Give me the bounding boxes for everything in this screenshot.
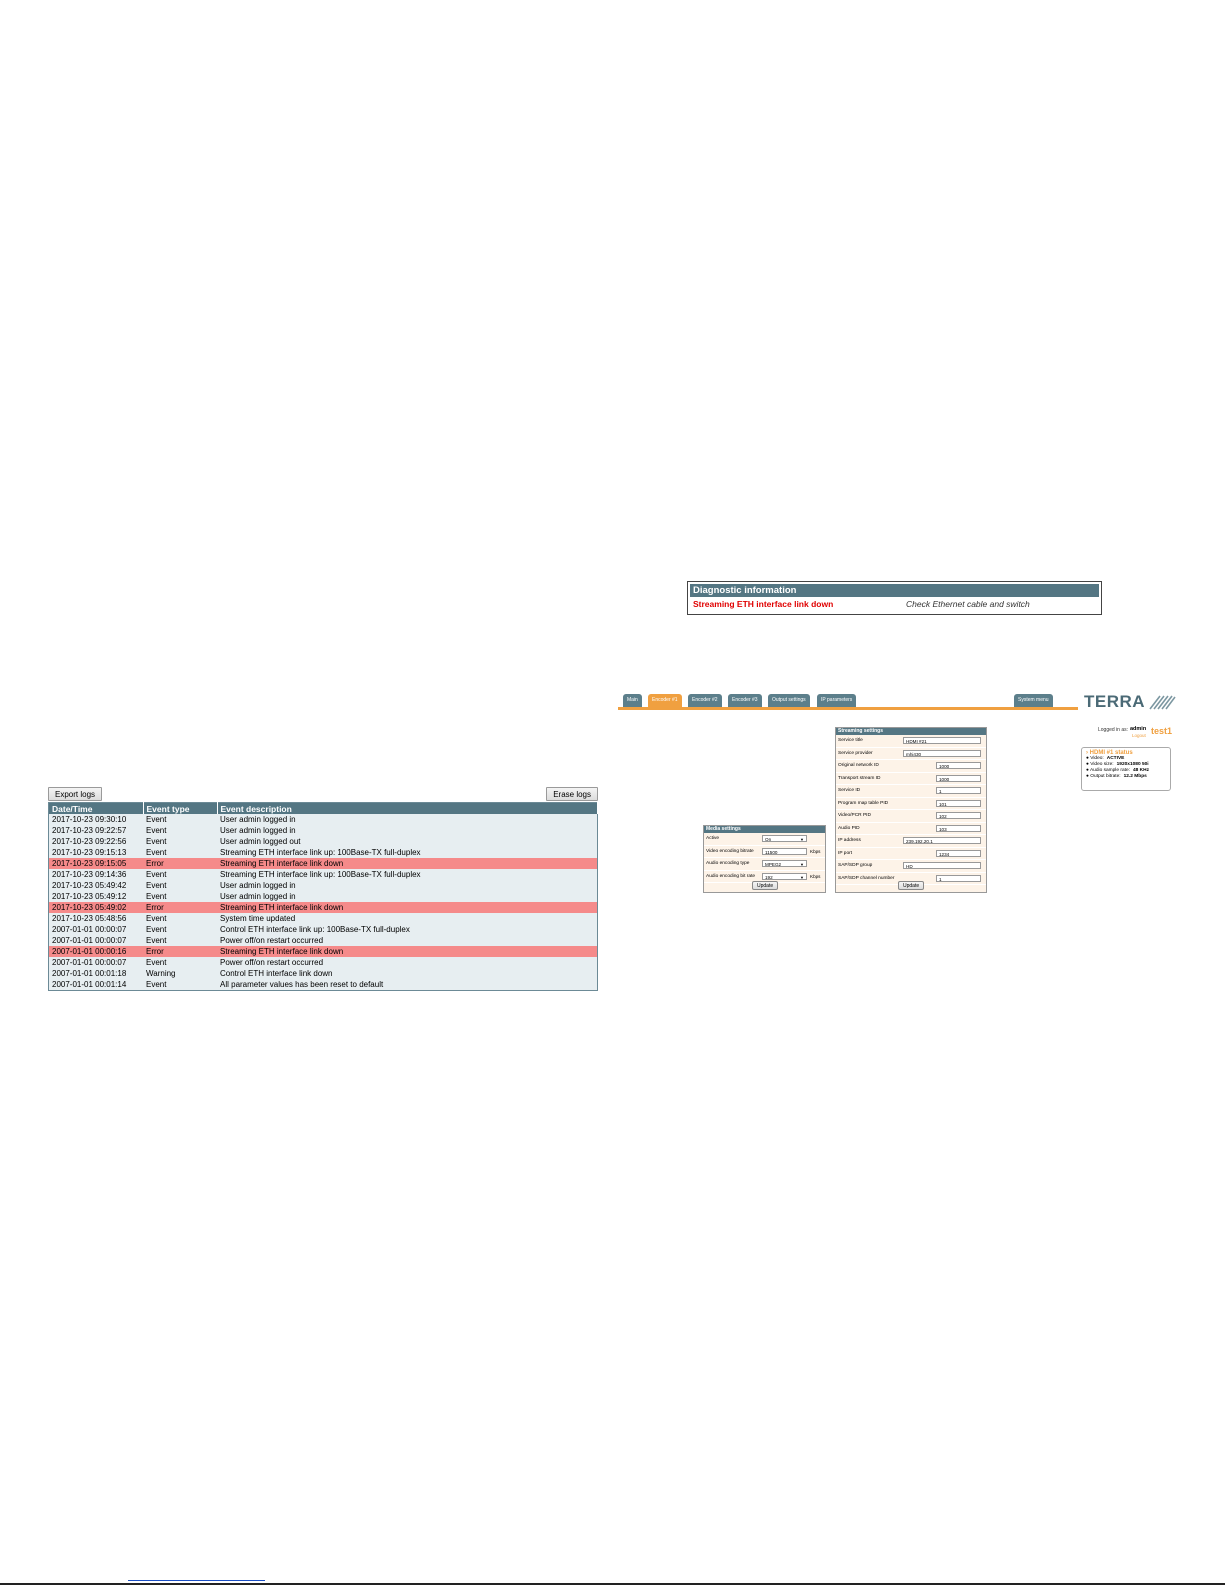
settings-input[interactable] (936, 775, 981, 782)
logout-link[interactable]: Logout (1132, 733, 1146, 738)
event-log-table (48, 802, 598, 991)
settings-row (836, 823, 986, 836)
dropdown-arrow-icon: ▼ (800, 874, 804, 880)
settings-select[interactable] (762, 835, 807, 842)
settings-value: HDMI #21 (906, 739, 927, 744)
log-type-cell: Event (143, 869, 217, 880)
log-datetime-cell: 2007-01-01 00:00:16 (49, 946, 144, 957)
log-type-cell: Error (143, 858, 217, 869)
log-description-cell: Streaming ETH interface link down (217, 858, 598, 869)
settings-value: 1000 (939, 764, 950, 769)
settings-value: 102 (939, 814, 947, 819)
log-datetime-cell: 2007-01-01 00:00:07 (49, 957, 144, 968)
table-row (49, 891, 598, 902)
diagnostic-hint-text: Check Ethernet cable and switch (906, 599, 1030, 609)
log-datetime-cell: 2007-01-01 00:00:07 (49, 924, 144, 935)
streaming-settings-rows (836, 735, 986, 885)
log-description-cell: Power off/on restart occurred (217, 935, 598, 946)
device-name: test1 (1151, 726, 1173, 736)
bullet-icon: ● (1086, 774, 1091, 779)
log-description-cell: All parameter values has been reset to default (217, 979, 598, 991)
log-description-cell: System time updated (217, 913, 598, 924)
hdmi-status-title-text: HDMI #1 status (1089, 750, 1133, 756)
log-datetime-cell: 2017-10-23 09:15:13 (49, 847, 144, 858)
tab-main[interactable]: Main (623, 694, 642, 707)
settings-label: Service ID (838, 788, 861, 793)
hdmi-status-value: 12.2 Mbps (1123, 774, 1147, 779)
settings-value: 1 (939, 876, 942, 882)
column-header-event-type[interactable]: Event type (143, 803, 217, 815)
log-type-cell: Event (143, 880, 217, 891)
table-row (49, 836, 598, 847)
hdmi-status-lines (1086, 756, 1166, 780)
tab-ip-parameters[interactable]: IP parameters (817, 694, 856, 707)
settings-value: HD (906, 864, 913, 869)
export-logs-button[interactable]: Export logs (48, 787, 102, 801)
settings-label: Transport stream ID (838, 775, 881, 781)
settings-row (836, 835, 986, 848)
column-header-event-description[interactable]: Event description (217, 803, 598, 815)
log-type-cell: Event (143, 935, 217, 946)
diagnostic-error-text: Streaming ETH interface link down (693, 599, 834, 609)
settings-value: 192 (765, 874, 773, 880)
encoder-web-ui (618, 690, 1178, 900)
tab-underline (618, 707, 1078, 710)
bullet-icon: ● (1086, 762, 1091, 767)
tab-encoder-3[interactable]: Encoder #3 (728, 694, 762, 707)
settings-label: Audio encoding type (706, 861, 750, 866)
settings-row (704, 858, 825, 871)
log-datetime-cell: 2017-10-23 05:49:42 (49, 880, 144, 891)
log-datetime-cell: 2017-10-23 05:48:56 (49, 913, 144, 924)
settings-input[interactable] (936, 825, 981, 832)
settings-label: SAP/SDP channel number (838, 875, 895, 881)
settings-value: 239.192.20.1 (906, 839, 933, 844)
settings-unit: Kbps (810, 848, 821, 854)
log-datetime-cell: 2017-10-23 05:49:02 (49, 902, 144, 913)
table-row (49, 979, 598, 991)
logged-in-label: Logged in as: (1098, 727, 1129, 733)
log-type-cell: Event (143, 836, 217, 847)
settings-row (704, 846, 825, 859)
settings-row (836, 760, 986, 773)
dropdown-arrow-icon: ▼ (800, 837, 804, 842)
settings-label: Video encoding bitrate (706, 848, 754, 854)
settings-row (836, 798, 986, 811)
streaming-update-button[interactable]: Update (898, 881, 924, 890)
table-row (49, 902, 598, 913)
dropdown-arrow-icon: ▼ (800, 862, 804, 867)
log-type-cell: Warning (143, 968, 217, 979)
settings-label: Service provider (838, 750, 873, 756)
table-header-row (49, 803, 598, 815)
erase-logs-button[interactable]: Erase logs (546, 787, 598, 801)
settings-value: 1 (939, 789, 942, 794)
log-description-cell: Power off/on restart occurred (217, 957, 598, 968)
log-description-cell: Control ETH interface link up: 100Base-TX full-duplex (217, 924, 598, 935)
log-type-cell: Event (143, 814, 217, 825)
column-header-datetime[interactable]: Date/Time (49, 803, 144, 815)
streaming-settings-title: Streaming settings (836, 728, 986, 735)
settings-select[interactable] (762, 860, 807, 867)
log-description-cell: Streaming ETH interface link down (217, 946, 598, 957)
table-row (49, 935, 598, 946)
log-type-cell: Event (143, 979, 217, 991)
settings-input[interactable] (936, 850, 981, 857)
log-datetime-cell: 2007-01-01 00:01:14 (49, 979, 144, 991)
settings-row (704, 833, 825, 846)
hdmi-status-value: ACTIVE (1106, 756, 1125, 761)
settings-value: 1000 (939, 776, 950, 782)
media-update-button[interactable]: Update (752, 881, 778, 890)
settings-input[interactable] (903, 750, 981, 757)
hdmi-status-line (1086, 774, 1166, 780)
hdmi-status-title: › HDMI #1 status (1086, 750, 1133, 756)
settings-label: IP address (838, 838, 861, 843)
table-row (49, 880, 598, 891)
bullet-icon: ● (1086, 756, 1091, 761)
diagnostic-title: Diagnostic information (690, 584, 1099, 597)
table-row (49, 858, 598, 869)
media-settings-rows (704, 833, 825, 883)
media-settings-title: Media settings (704, 826, 825, 833)
log-type-cell: Event (143, 957, 217, 968)
media-settings-panel (703, 825, 826, 893)
log-description-cell: Streaming ETH interface link up: 100Base-TX full-duplex (217, 869, 598, 880)
log-type-cell: Event (143, 825, 217, 836)
table-row (49, 913, 598, 924)
log-description-cell: User admin logged in (217, 825, 598, 836)
log-description-cell: User admin logged out (217, 836, 598, 847)
log-description-cell: Control ETH interface link down (217, 968, 598, 979)
log-datetime-cell: 2007-01-01 00:00:07 (49, 935, 144, 946)
table-row (49, 968, 598, 979)
settings-input[interactable] (903, 862, 981, 869)
streaming-settings-panel (835, 727, 987, 893)
settings-input[interactable] (936, 812, 981, 819)
settings-value: MPEG2 (765, 862, 782, 867)
footnote-link-underline[interactable] (128, 1580, 265, 1581)
settings-value: 103 (939, 826, 947, 832)
log-datetime-cell: 2017-10-23 09:22:57 (49, 825, 144, 836)
table-row (49, 869, 598, 880)
table-row (49, 825, 598, 836)
settings-value: 1234 (939, 851, 950, 857)
settings-input[interactable] (936, 875, 981, 882)
settings-label: Program map table PID (838, 800, 889, 806)
settings-value: 11500 (765, 849, 778, 855)
diagnostic-row (690, 597, 1099, 611)
log-datetime-cell: 2017-10-23 09:22:56 (49, 836, 144, 847)
log-type-cell: Event (143, 891, 217, 902)
settings-input[interactable] (936, 787, 981, 794)
settings-row (836, 773, 986, 786)
settings-row (836, 860, 986, 873)
settings-row (836, 748, 986, 761)
hdmi-status-label: Video size: (1090, 762, 1114, 767)
settings-select[interactable] (762, 873, 807, 880)
log-datetime-cell: 2017-10-23 09:15:05 (49, 858, 144, 869)
settings-label: Audio PID (838, 825, 860, 831)
settings-input[interactable] (903, 837, 981, 844)
log-type-cell: Event (143, 847, 217, 858)
settings-label: SAP/SDP group (838, 863, 873, 868)
settings-input[interactable] (936, 800, 981, 807)
settings-row (836, 735, 986, 748)
hdmi-status-value: 48 KHz (1132, 768, 1149, 773)
settings-label: Active (706, 836, 720, 841)
settings-input[interactable] (936, 762, 981, 769)
system-menu-button[interactable]: System menu (1014, 694, 1053, 707)
settings-label: Service title (838, 738, 863, 743)
table-row (49, 924, 598, 935)
main-tab-bar (618, 690, 1078, 710)
settings-value: mhi430 (906, 751, 922, 757)
log-type-cell: Event (143, 913, 217, 924)
settings-row (836, 785, 986, 798)
hdmi-status-value: 1920x1080 50i (1116, 762, 1149, 767)
log-description-cell: Streaming ETH interface link up: 100Base-TX full-duplex (217, 847, 598, 858)
logged-in-user: admin (1130, 726, 1147, 732)
settings-input[interactable] (762, 848, 807, 855)
log-description-cell: User admin logged in (217, 891, 598, 902)
hdmi-status-box (1081, 747, 1171, 791)
table-row (49, 814, 598, 825)
hdmi-status-label: Audio sample rate: (1089, 768, 1130, 773)
settings-label: Original network ID (838, 763, 879, 768)
settings-label: Video/PCR PID (838, 813, 871, 818)
settings-input[interactable] (903, 737, 981, 744)
table-row (49, 946, 598, 957)
log-type-cell: Error (143, 902, 217, 913)
log-datetime-cell: 2007-01-01 00:01:18 (49, 968, 144, 979)
terra-logo: TERRA (1084, 692, 1146, 711)
tab-output-settings[interactable]: Output settings (768, 694, 810, 707)
terra-logo-stripes-icon (1144, 694, 1176, 710)
event-log-body (49, 814, 598, 991)
settings-value: On (765, 837, 772, 842)
settings-row (836, 848, 986, 861)
settings-row (836, 810, 986, 823)
tab-encoder-2[interactable]: Encoder #2 (688, 694, 722, 707)
settings-label: Audio encoding bit rate (706, 873, 756, 879)
tab-encoder-1[interactable]: Encoder #1 (648, 694, 682, 707)
log-datetime-cell: 2017-10-23 05:49:12 (49, 891, 144, 902)
log-type-cell: Error (143, 946, 217, 957)
settings-label: IP port (838, 850, 853, 856)
hdmi-status-label: Video: (1090, 756, 1104, 761)
settings-unit: Kbps (810, 873, 821, 879)
table-row (49, 847, 598, 858)
settings-value: 101 (939, 801, 947, 807)
hdmi-status-label: Output bitrate: (1090, 774, 1121, 779)
log-description-cell: Streaming ETH interface link down (217, 902, 598, 913)
log-description-cell: User admin logged in (217, 880, 598, 891)
log-description-cell: User admin logged in (217, 814, 598, 825)
log-datetime-cell: 2017-10-23 09:14:36 (49, 869, 144, 880)
table-row (49, 957, 598, 968)
diagnostic-info-box (687, 581, 1102, 615)
log-type-cell: Event (143, 924, 217, 935)
bullet-icon: ● (1086, 768, 1090, 773)
log-datetime-cell: 2017-10-23 09:30:10 (49, 814, 144, 825)
